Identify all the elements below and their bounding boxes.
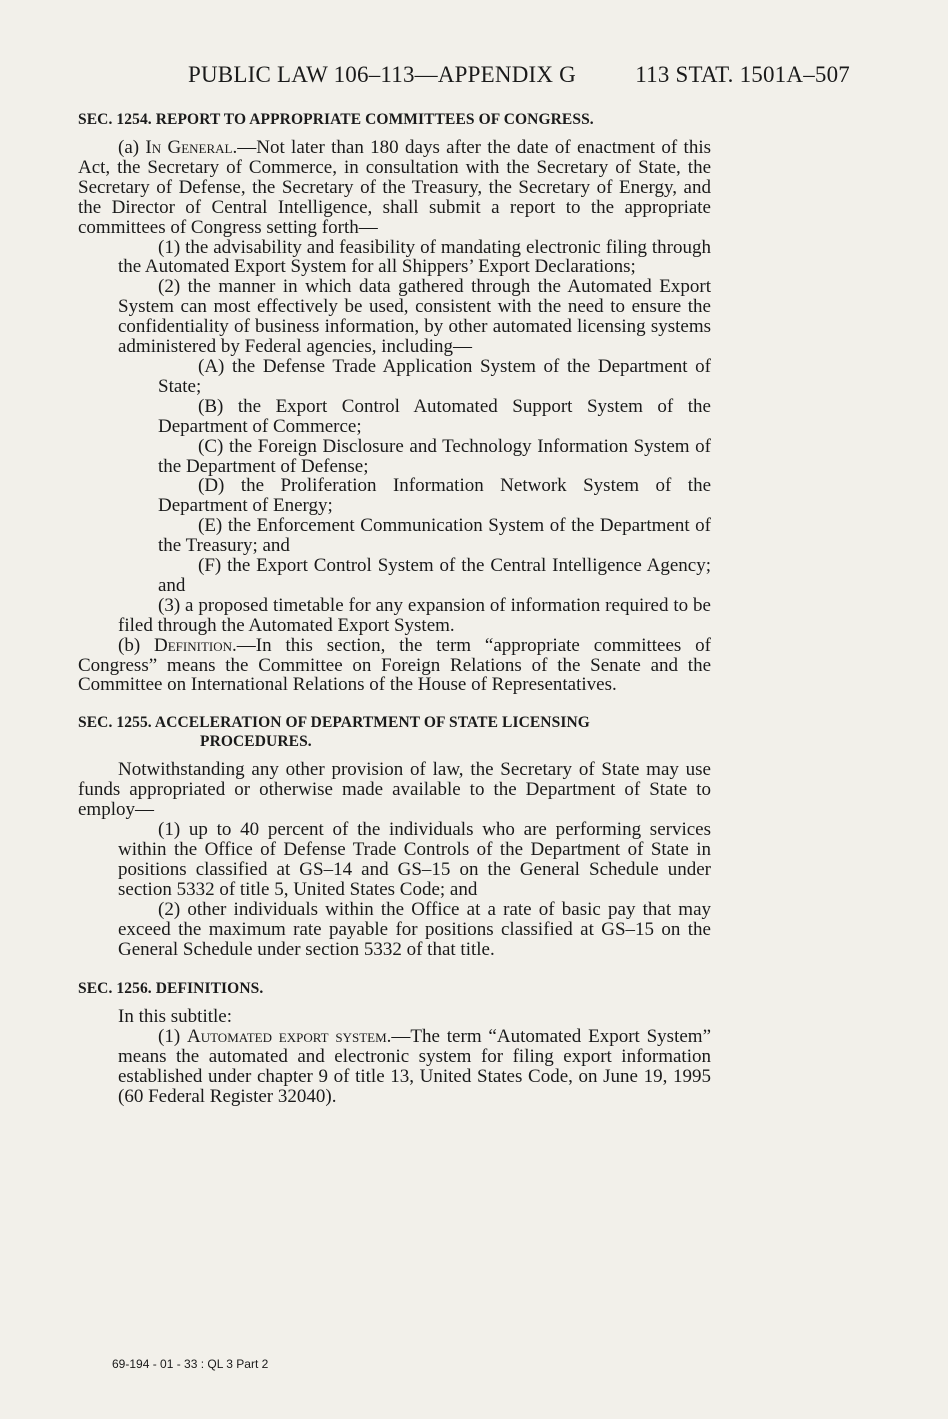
- subsection-caption: Definition: [154, 634, 233, 656]
- subparagraph-c: (C) the Foreign Disclosure and Technology Information System of the Department of Defense;: [158, 435, 711, 477]
- section-intro: In this subtitle:: [118, 1006, 232, 1028]
- subsection-caption: In General: [145, 137, 233, 158]
- subparagraph-e: (E) the Enforcement Communication System of the Department of the Treasury; and: [158, 515, 711, 557]
- paragraph-1: (1) up to 40 percent of the individuals who are performing services within the Office of Defense Trade Controls of the Department of State in positions classified at GS–14 and GS–15 on the General Schedule under section 5332 of title 5, United States Code; and: [118, 819, 711, 900]
- print-footer: 69-194 - 01 - 33 : QL 3 Part 2: [112, 1357, 269, 1371]
- running-header: [188, 62, 850, 88]
- paragraph-2: (2) the manner in which data gathered through the Automated Export System can most effectively be used, consistent with the need to ensure the confidentiality of business information, by other automated licensing systems administered by Federal agencies, including—: [118, 276, 711, 358]
- section-1254: [78, 110, 711, 695]
- paragraph-3: (3) a proposed timetable for any expansion of information required to be filed through the Automated Export System.: [118, 594, 711, 636]
- header-stat-page: 113 STAT. 1501A–507: [635, 62, 850, 87]
- subparagraph-f: (F) the Export Control System of the Central Intelligence Agency; and: [158, 555, 711, 596]
- subsection-b: (b) Definition.—In this section, the term “appropriate committees of Congress” means the Committee on Foreign Relations of the Senate and the Committee on International Relations of the House of Representatives.: [78, 634, 711, 696]
- paragraph-1: (1) the advisability and feasibility of mandating electronic filing through the Automated Export System for all Shippers’ Export Declarations;: [118, 236, 711, 278]
- page-body: [78, 110, 711, 1107]
- definition-caption: Automated export system: [186, 1026, 387, 1048]
- subparagraph-b: (B) the Export Control Automated Support System of the Department of Commerce;: [158, 395, 711, 437]
- definition-1: (1) Automated export system.—The term “Automated Export System” means the automated and electronic system for filing export information established under chapter 9 of title 13, United States Code, on June 19, 1995 (60 Federal Register 32040).: [118, 1026, 712, 1108]
- subsection-a: (a) In General.—Not later than 180 days after the date of enactment of this Act, the Secretary of Commerce, in consultation with the Secretary of State, the Secretary of Defense, the Secretary of the Treasury, the Secretary of Energy, and the Director of Central Intelligence, shall submit a report to the appropriate committees of Congress setting forth—: [78, 137, 711, 238]
- section-heading: SEC. 1256. DEFINITIONS.: [78, 980, 264, 998]
- subparagraph-d: (D) the Proliferation Information Network System of the Department of Energy;: [158, 475, 711, 517]
- subparagraph-a: (A) the Defense Trade Application System of the Department of State;: [158, 355, 711, 397]
- paragraph-2: (2) other individuals within the Office at a rate of basic pay that may exceed the maximum rate payable for positions classified at GS–15 on the General Schedule under section 5332 of that title.: [118, 898, 711, 960]
- section-heading: SEC. 1254. REPORT TO APPROPRIATE COMMITTEES OF CONGRESS.: [78, 111, 594, 128]
- section-intro: Notwithstanding any other provision of law, the Secretary of State may use funds appropriated or otherwise made available to the Department of State to employ—: [78, 759, 711, 821]
- section-1255: [78, 713, 711, 959]
- section-1256: [78, 979, 711, 1107]
- header-law-title: PUBLIC LAW 106–113—APPENDIX G: [188, 62, 576, 87]
- section-heading: SEC. 1255. ACCELERATION OF DEPARTMENT OF STATE LICENSING PROCEDURES.: [78, 714, 590, 751]
